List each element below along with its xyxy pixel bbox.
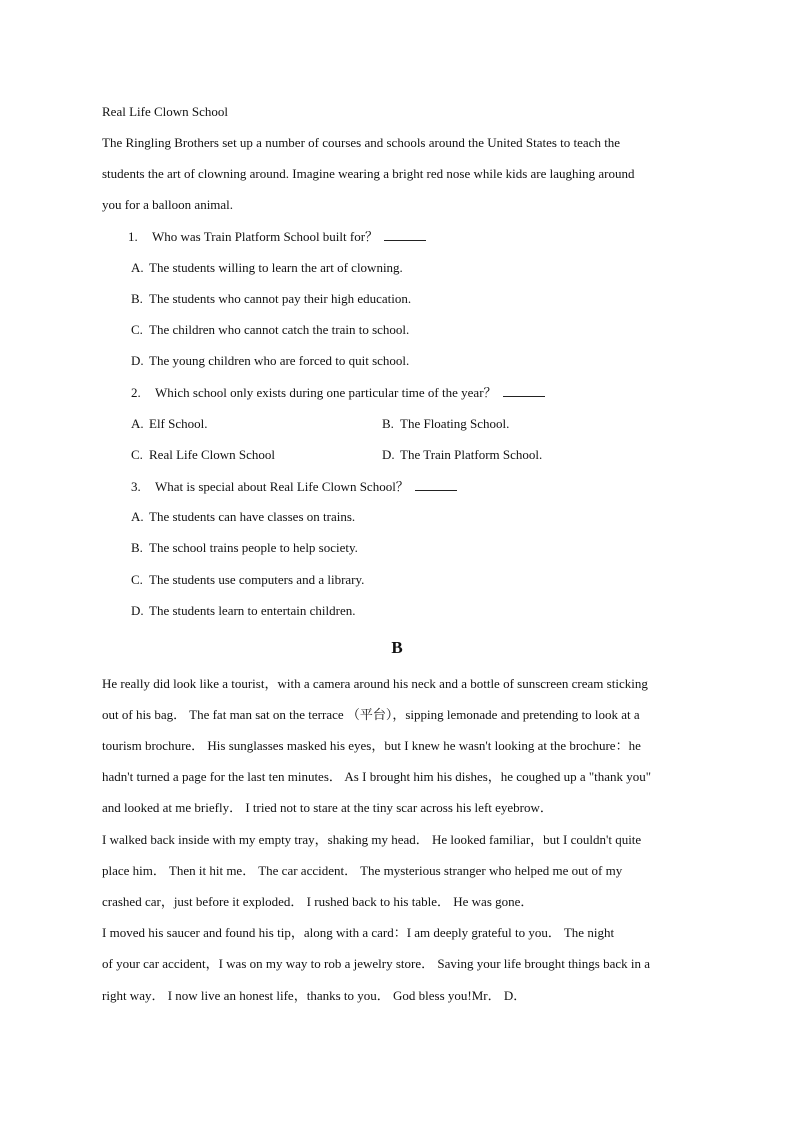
- answer-blank[interactable]: [384, 228, 426, 241]
- passage-line: you for a balloon animal.: [102, 197, 234, 212]
- option-3c: C. The students use computers and a library.: [131, 572, 365, 587]
- option-3a: A. The students can have classes on trains.: [131, 509, 356, 524]
- option-2b: B. The Floating School.: [382, 416, 510, 431]
- passage-b-line: tourism brochure． His sunglasses masked his eyes，but I knew he wasn't looking at the brochure：he: [102, 738, 641, 753]
- passage-b-line: crashed car，just before it exploded． I rushed back to his table． He was gone．: [102, 894, 534, 909]
- question-number: 3.: [131, 479, 141, 494]
- question-text: Who was Train Platform School built for？: [152, 229, 379, 244]
- passage-b-line: and looked at me briefly． I tried not to stare at the tiny scar across his left eyebrow．: [102, 800, 553, 815]
- passage-b-line: place him． Then it hit me． The car accident． The mysterious stranger who helped me out of my: [102, 863, 623, 878]
- option-2a: A. Elf School.: [131, 416, 208, 431]
- question-text: Which school only exists during one particular time of the year？: [155, 385, 497, 400]
- option-2c: C. Real Life Clown School: [131, 447, 276, 462]
- answer-blank[interactable]: [415, 478, 457, 491]
- passage-b-line: of your car accident，I was on my way to rob a jewelry store． Saving your life brought things back in a: [102, 956, 651, 971]
- question-2: [131, 384, 545, 401]
- question-number: 2.: [131, 385, 141, 400]
- option-1c: C. The children who cannot catch the train to school.: [131, 322, 410, 337]
- passage-line: The Ringling Brothers set up a number of courses and schools around the United States to teach the: [102, 135, 621, 150]
- option-1b: B. The students who cannot pay their high education.: [131, 291, 412, 306]
- question-number: 1.: [128, 229, 138, 244]
- question-text: What is special about Real Life Clown School？: [155, 479, 409, 494]
- section-heading: B: [391, 638, 403, 657]
- passage-b-line: I moved his saucer and found his tip，along with a card：I am deeply grateful to you． The night: [102, 925, 615, 940]
- option-3d: D. The students learn to entertain children.: [131, 603, 356, 618]
- passage-b-line: I walked back inside with my empty tray，shaking my head． He looked familiar，but I couldn't quite: [102, 832, 642, 847]
- passage-title: Real Life Clown School: [102, 104, 229, 119]
- passage-b-line: right way． I now live an honest life，thanks to you． God bless you!Mr． D．: [102, 988, 527, 1003]
- answer-blank[interactable]: [503, 384, 545, 397]
- option-3b: B. The school trains people to help society.: [131, 540, 358, 555]
- passage-b-line: hadn't turned a page for the last ten minutes． As I brought him his dishes，he coughed up a "thank you": [102, 769, 652, 784]
- option-1d: D. The young children who are forced to quit school.: [131, 353, 410, 368]
- option-1a: A. The students willing to learn the art of clowning.: [131, 260, 403, 275]
- question-3: [131, 478, 457, 495]
- question-1: [128, 228, 426, 245]
- passage-b-line: out of his bag． The fat man sat on the terrace （平台），sipping lemonade and pretending to look at a: [102, 707, 640, 722]
- option-2d: D. The Train Platform School.: [382, 447, 543, 462]
- passage-b-line: He really did look like a tourist，with a camera around his neck and a bottle of sunscreen cream sticking: [102, 676, 648, 691]
- passage-line: students the art of clowning around. Imagine wearing a bright red nose while kids are laughing around: [102, 166, 635, 181]
